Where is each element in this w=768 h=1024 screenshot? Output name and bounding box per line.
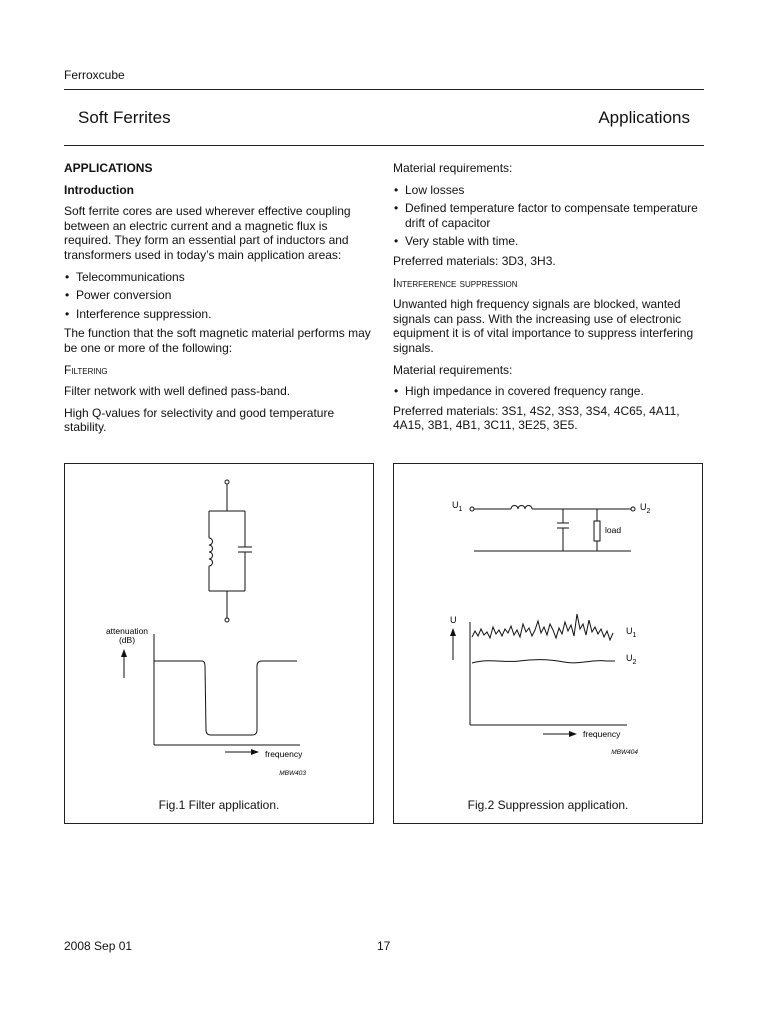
list-item: • Telecommunications — [64, 270, 374, 285]
applications-heading: APPLICATIONS — [64, 161, 153, 175]
y-arrow-head — [450, 628, 456, 636]
introduction-heading: Introduction — [64, 182, 134, 197]
list-item: • Low losses — [393, 183, 703, 198]
list-item: • Interference suppression. — [64, 307, 374, 322]
header-rule-top — [64, 89, 704, 90]
figure-code: MBW403 — [279, 770, 306, 777]
footer-date: 2008 Sep 01 — [64, 939, 133, 953]
x-arrow-head — [569, 731, 577, 737]
u2-curve-label: $U_2$ — [626, 653, 637, 666]
x-axis-label: frequency — [265, 749, 303, 759]
header-rule-bottom — [64, 145, 704, 146]
suppression-diagram — [394, 464, 704, 825]
terminal-u2 — [631, 507, 635, 511]
y-axis-label-2: (dB) — [118, 635, 136, 645]
requirements-list-2 — [393, 384, 703, 399]
right-column — [393, 161, 703, 440]
u2-signal-curve — [472, 660, 615, 663]
x-axis-label: frequency — [583, 729, 621, 739]
list-item: • High impedance in covered frequency range. — [393, 384, 703, 399]
terminal-bottom — [225, 618, 229, 622]
terminal-top — [225, 480, 229, 484]
figure-1-filter — [64, 463, 374, 824]
function-paragraph: The function that the soft magnetic material performs may be one or more of the following: — [64, 326, 371, 355]
requirements-list — [393, 183, 703, 249]
u1-signal-curve — [472, 614, 613, 640]
list-item: • Very stable with time. — [393, 234, 703, 249]
u1-label: $U_1$ — [452, 500, 463, 513]
intro-paragraph: Soft ferrite cores are used wherever effective coupling between an electric current and a magnetic flux is required. They form an essential part of inductors and transformers used in today’s main application areas: — [64, 204, 351, 262]
load-label: load — [605, 525, 622, 535]
filtering-paragraph-1: Filter network with well defined pass-band. — [64, 384, 291, 399]
u1-curve-label: $U_1$ — [626, 626, 637, 639]
terminal-u1 — [470, 507, 474, 511]
figure-code: MBW404 — [611, 749, 638, 756]
company-name: Ferroxcube — [64, 68, 125, 82]
chapter-title: Applications — [598, 108, 690, 127]
x-arrow-head — [251, 749, 259, 755]
filtering-paragraph-2: High Q-values for selectivity and good temperature stability. — [64, 405, 335, 435]
interference-paragraph: Unwanted high frequency signals are blocked, wanted signals can pass. With the increasing use of electronic equipment it is of vital importance to suppress interfering signals. — [393, 297, 694, 355]
inductor-coil — [511, 506, 532, 510]
u2-label: $U_2$ — [640, 502, 651, 515]
material-requirements-label: Material requirements: — [393, 161, 513, 175]
figure-2-caption: Fig.2 Suppression application. — [467, 798, 629, 812]
y-arrow-head — [121, 649, 127, 657]
figure-2-suppression — [393, 463, 703, 824]
filter-diagram — [65, 464, 375, 825]
figure-1-caption: Fig.1 Filter application. — [158, 798, 280, 812]
load-resistor — [594, 521, 600, 541]
list-item: • Defined temperature factor to compensate temperature drift of capacitor — [393, 201, 703, 230]
preferred-materials: Preferred materials: 3D3, 3H3. — [393, 253, 556, 268]
interference-heading: Interference suppression — [393, 275, 518, 290]
application-areas-list — [64, 270, 374, 322]
material-requirements-label-2: Material requirements: — [393, 362, 513, 377]
page-number: 17 — [377, 939, 391, 953]
y-axis-label-1: attenuation — [105, 626, 149, 636]
list-item: • Power conversion — [64, 288, 374, 303]
filtering-heading: Filtering — [64, 362, 108, 377]
left-column — [64, 161, 374, 442]
preferred-materials-2: Preferred materials: 3S1, 4S2, 3S3, 3S4, 4C65, 4A11, 4A15, 3B1, 4B1, 3C11, 3E25, 3E5. — [393, 403, 680, 433]
section-title: Soft Ferrites — [78, 108, 171, 127]
attenuation-curve — [154, 661, 297, 735]
y-axis-label: U — [450, 615, 457, 625]
inductor-coil — [209, 538, 213, 566]
